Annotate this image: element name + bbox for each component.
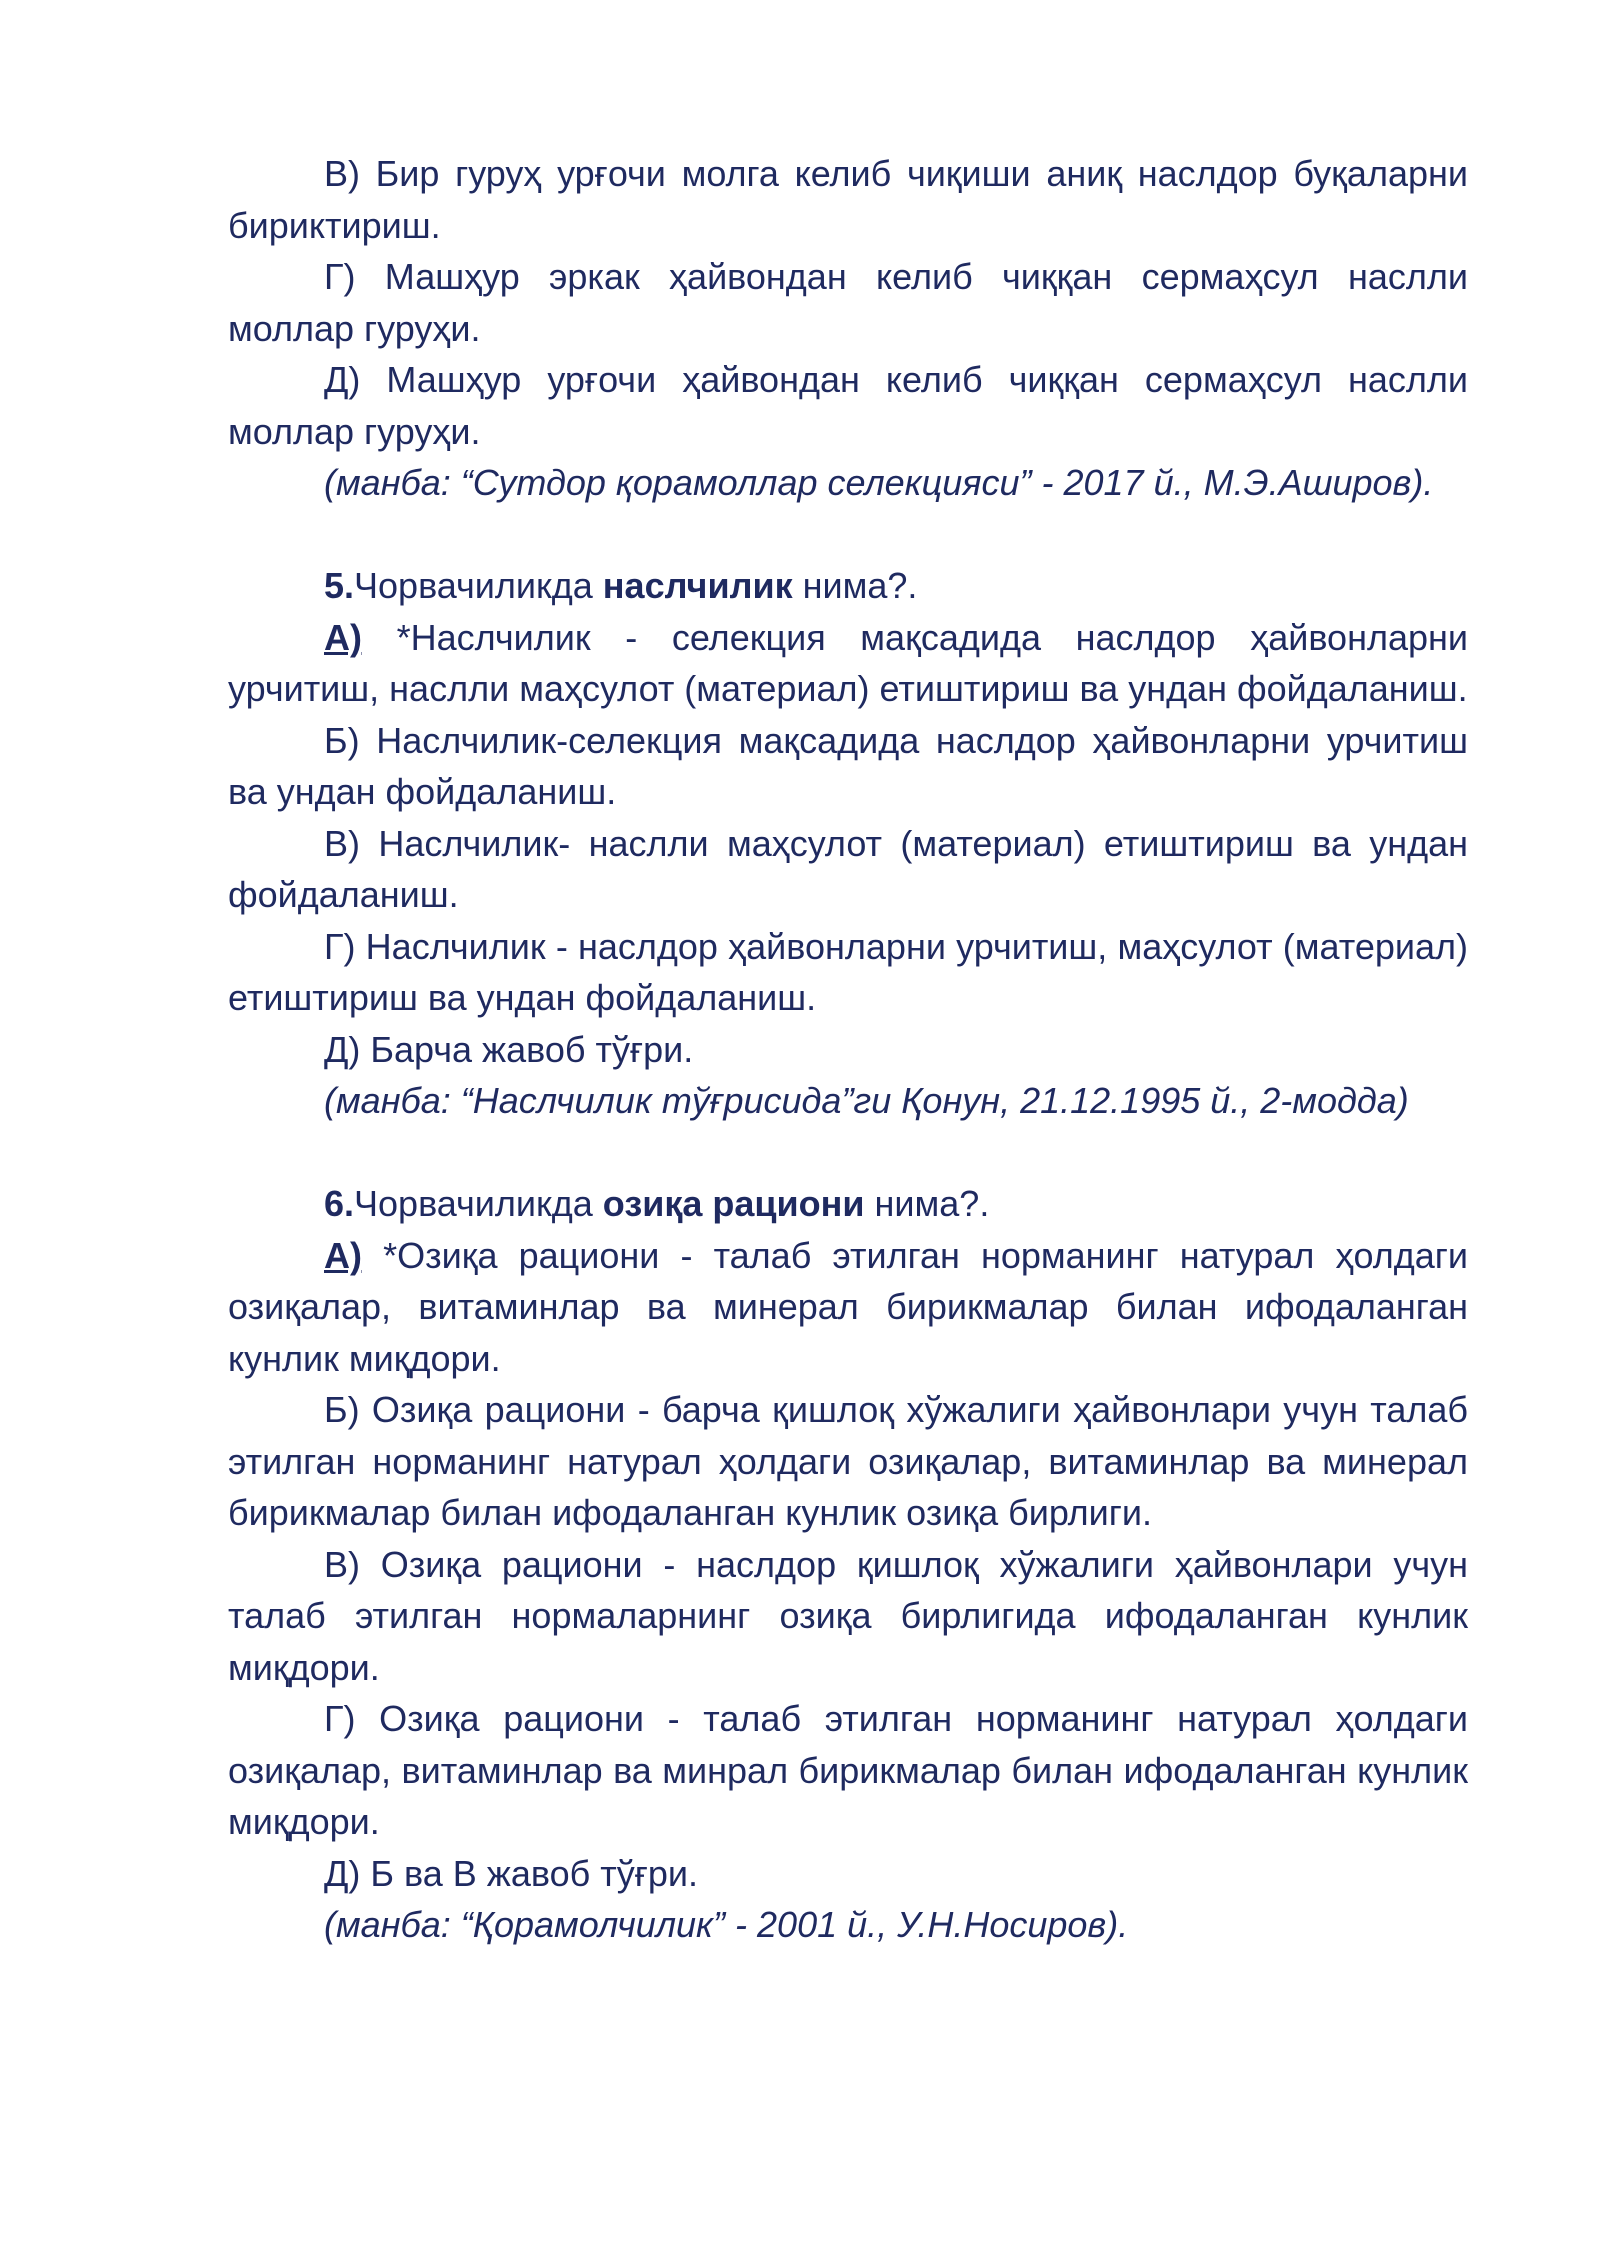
q5-term: наслчилик [602,565,793,606]
q6-number: 6. [324,1183,355,1224]
q6-option-b: Б) Озиқа рациони - барча қишлоқ хўжалиги ҳайвонлари учун талаб этилган норманинг натурал ҳолдаги озиқалар, витаминлар ва минерал бирикмалар билан ифодаланган кунлик озиқа бирлиги. [228,1389,1468,1533]
q5-option-d: Д) Барча жавоб тўғри. [324,1028,694,1070]
q4-option-d: Д) Машҳур урғочи ҳайвондан келиб чиққан сермаҳсул наслли моллар гуруҳи. [228,359,1468,452]
q5-option-a-text: *Наслчилик - селекция мақсадида наслдор ҳайвонларни урчитиш, наслли маҳсулот (материал) етиштириш ва ундан фойдаланиш. [228,616,1468,709]
q5-option-a [228,612,1468,715]
q6-option-v: В) Озиқа рациони - наслдор қишлоқ хўжалиги ҳайвонлари учун талаб этилган нормаларнинг озиқа бирлигида ифодаланган кунлик миқдори. [228,1543,1468,1688]
q4-source: (манба: “Сутдор қорамоллар селекцияси” - 2017 й., М.Э.Аширов). [324,462,1434,503]
q5-prefix: Чорвачиликда [354,565,593,606]
q5-option-v: В) Наслчилик- наслли маҳсулот (материал) етиштириш ва ундан фойдаланиш. [228,822,1468,915]
q6-question [228,1178,1468,1230]
q5-suffix: нима?. [802,565,918,606]
q4-option-g: Г) Машҳур эркак ҳайвондан келиб чиққан сермаҳсул наслли моллар гуруҳи. [228,256,1468,349]
q5-option-b: Б) Наслчилик-селекция мақсадида наслдор ҳайвонларни урчитиш ва ундан фойдаланиш. [228,719,1468,812]
q6-prefix: Чорвачиликда [354,1183,593,1224]
q6-option-d: Д) Б ва В жавоб тўғри. [324,1852,698,1894]
q6-term: озиқа рациони [602,1183,865,1224]
q6-option-a-text: *Озиқа рациони - талаб этилган норманинг натурал ҳолдаги озиқалар, витаминлар ва минерал бирикмалар билан ифодаланган кунлик миқдори. [228,1234,1468,1379]
q5-number: 5. [324,565,355,606]
q5-option-g: Г) Наслчилик - наслдор ҳайвонларни урчитиш, маҳсулот (материал) етиштириш ва ундан фойдаланиш. [228,925,1468,1018]
q6-suffix: нима?. [874,1183,990,1224]
q4-option-v: В) Бир гуруҳ урғочи молга келиб чиқиши аниқ наслдор буқаларни бириктириш. [228,153,1468,246]
q6-option-a [228,1230,1468,1385]
q5-question [228,560,1468,612]
q6-option-g: Г) Озиқа рациони - талаб этилган норманинг натурал ҳолдаги озиқалар, витаминлар ва минрал бирикмалар билан ифодаланган кунлик миқдори. [228,1698,1468,1842]
q6-source: (манба: “Қорамолчилик” - 2001 й., У.Н.Носиров). [324,1904,1129,1945]
q5-source: (манба: “Наслчилик тўғрисида”ги Қонун, 21.12.1995 й., 2-модда) [324,1080,1409,1121]
q5-correct-key: А) [324,616,362,658]
document-page [228,148,1468,1951]
q6-correct-key: А) [324,1234,362,1276]
